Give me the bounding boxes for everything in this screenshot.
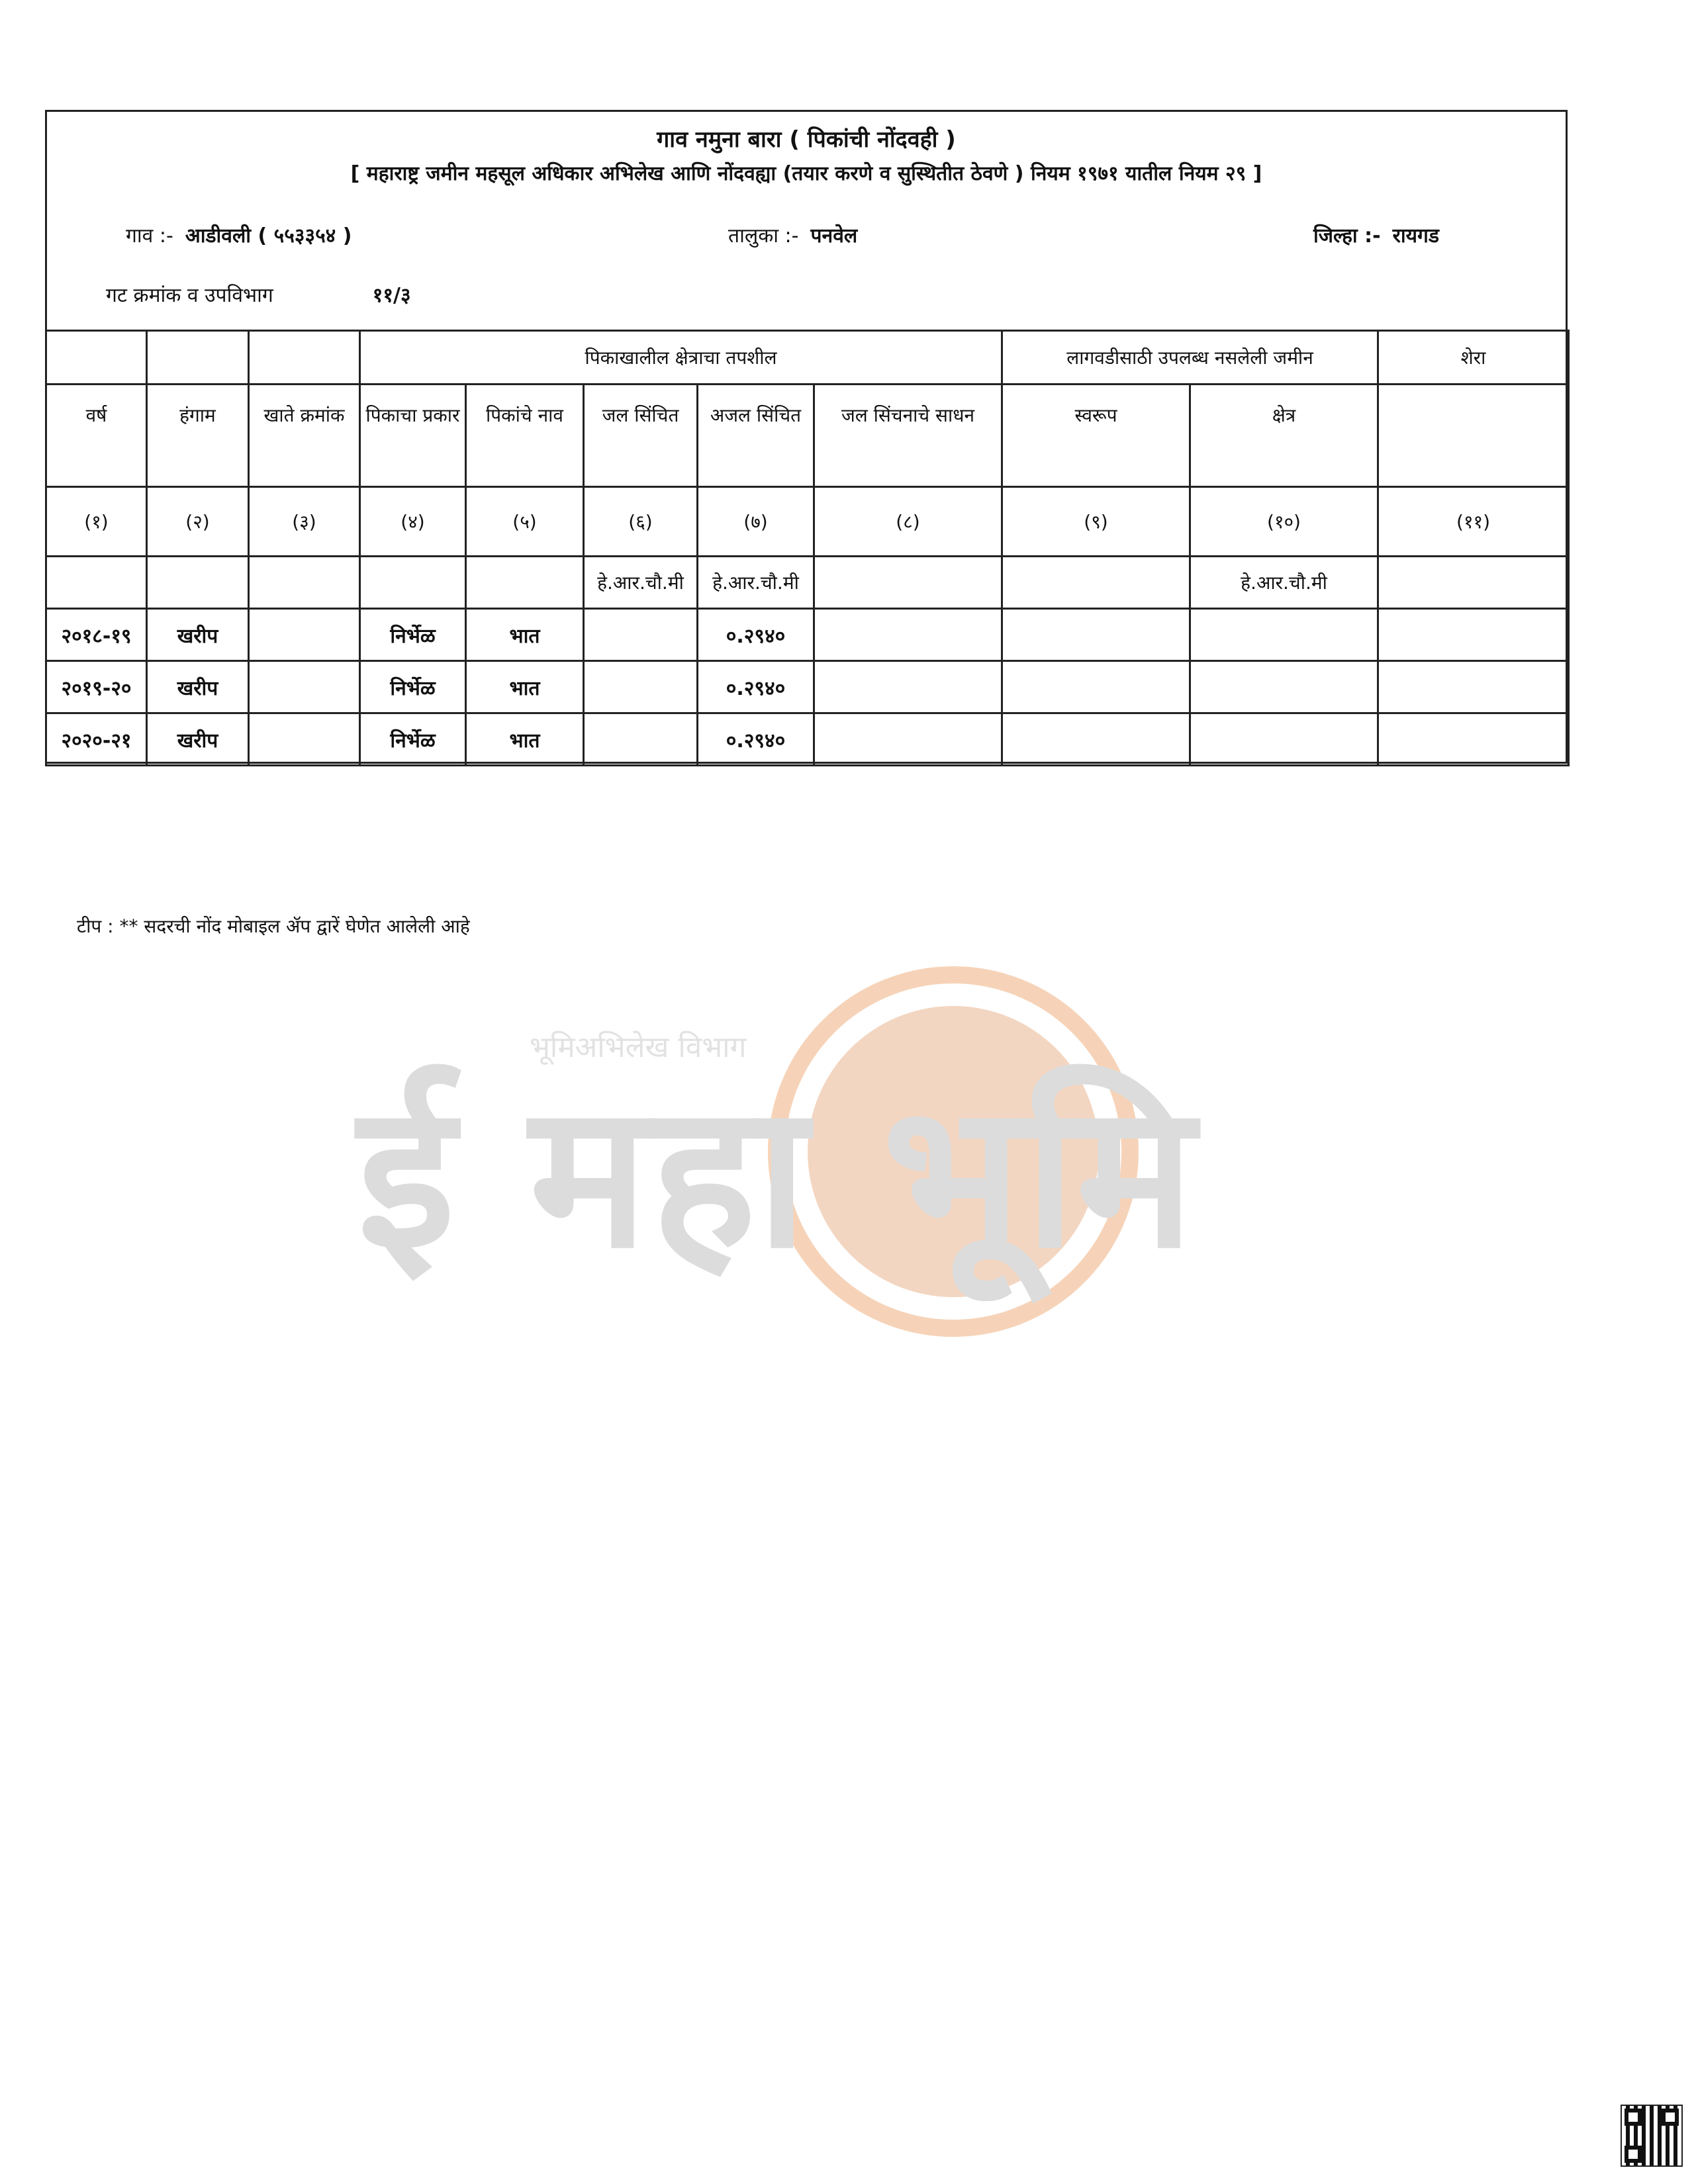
qr-finder-icon bbox=[1625, 2146, 1642, 2163]
col-account: खाते क्रमांक bbox=[249, 385, 360, 487]
col-irrigated: जल सिंचित bbox=[584, 385, 698, 487]
cell-crop-type: निर्भेळ bbox=[360, 713, 466, 766]
unit-row bbox=[46, 557, 1569, 609]
mahabhumi-watermark bbox=[344, 953, 1337, 1377]
village-info bbox=[126, 221, 352, 248]
column-header-row bbox=[46, 385, 1569, 487]
col-irrigation-source: जल सिंचनाचे साधन bbox=[814, 385, 1002, 487]
col-number: (२) bbox=[147, 487, 249, 557]
col-number: (८) bbox=[814, 487, 1002, 557]
cell-area bbox=[1190, 661, 1378, 713]
document-title: गाव नमुना बारा ( पिकांची नोंदवही ) bbox=[657, 126, 956, 153]
col-crop-name: पिकांचे नाव bbox=[466, 385, 584, 487]
unit-area: हे.आर.चौ.मी bbox=[1190, 557, 1378, 609]
col-number: (११) bbox=[1378, 487, 1569, 557]
table-row bbox=[46, 713, 1569, 766]
remarks-header: शेरा bbox=[1378, 331, 1569, 385]
cell-remarks bbox=[1378, 713, 1569, 766]
cell-irrigation-source bbox=[814, 609, 1002, 661]
taluka-value: पनवेल bbox=[810, 224, 858, 248]
cell-season: खरीप bbox=[147, 609, 249, 661]
col-number: (३) bbox=[249, 487, 360, 557]
village-label: गाव :- bbox=[126, 224, 173, 248]
village-value: आडीवली ( ५५३३५४ ) bbox=[185, 224, 352, 248]
qr-finder-icon bbox=[1662, 2109, 1679, 2126]
cell-irrigation-source bbox=[814, 713, 1002, 766]
cell-nature bbox=[1002, 713, 1190, 766]
table-row bbox=[46, 609, 1569, 661]
col-crop-type: पिकाचा प्रकार bbox=[360, 385, 466, 487]
cell-nature bbox=[1002, 609, 1190, 661]
cell-irrigated bbox=[584, 609, 698, 661]
cell-season: खरीप bbox=[147, 713, 249, 766]
col-season: हंगाम bbox=[147, 385, 249, 487]
district-value: रायगड bbox=[1392, 224, 1439, 248]
district-info bbox=[1313, 221, 1439, 248]
cell-crop-name: भात bbox=[466, 661, 584, 713]
cell-remarks bbox=[1378, 661, 1569, 713]
col-number: (४) bbox=[360, 487, 466, 557]
col-number: (५) bbox=[466, 487, 584, 557]
document-subtitle: [ महाराष्ट्र जमीन महसूल अधिकार अभिलेख आणि नोंदवह्या (तयार करणे व सुस्थितीत ठेवणे ) नियम १९७१ यातील नियम २९ ] bbox=[350, 162, 1262, 185]
cell-account bbox=[249, 609, 360, 661]
cell-year: २०२०-२१ bbox=[46, 713, 147, 766]
cell-irrigation-source bbox=[814, 661, 1002, 713]
cell-crop-name: भात bbox=[466, 609, 584, 661]
cell-area bbox=[1190, 609, 1378, 661]
uncultivable-group-header: लागवडीसाठी उपलब्ध नसलेली जमीन bbox=[1002, 331, 1378, 385]
cell-non-irrigated: ०.२९४० bbox=[698, 661, 814, 713]
cell-account bbox=[249, 661, 360, 713]
cell-area bbox=[1190, 713, 1378, 766]
cell-remarks bbox=[1378, 609, 1569, 661]
cell-crop-type: निर्भेळ bbox=[360, 609, 466, 661]
watermark-logo-text: ई महा भूमि bbox=[357, 1061, 1198, 1292]
table-row bbox=[46, 661, 1569, 713]
qr-code-icon bbox=[1621, 2105, 1683, 2167]
cell-non-irrigated: ०.२९४० bbox=[698, 609, 814, 661]
col-number: (६) bbox=[584, 487, 698, 557]
col-number: (१०) bbox=[1190, 487, 1378, 557]
group-header-row bbox=[46, 331, 1569, 385]
col-number: (९) bbox=[1002, 487, 1190, 557]
cell-irrigated bbox=[584, 661, 698, 713]
col-area: क्षेत्र bbox=[1190, 385, 1378, 487]
gat-label: गट क्रमांक व उपविभाग bbox=[106, 284, 273, 307]
cell-season: खरीप bbox=[147, 661, 249, 713]
cell-non-irrigated: ०.२९४० bbox=[698, 713, 814, 766]
col-year: वर्ष bbox=[46, 385, 147, 487]
col-nature: स्वरूप bbox=[1002, 385, 1190, 487]
cell-year: २०१८-१९ bbox=[46, 609, 147, 661]
gat-value: ११/३ bbox=[372, 284, 411, 307]
cell-crop-type: निर्भेळ bbox=[360, 661, 466, 713]
qr-finder-icon bbox=[1625, 2109, 1642, 2126]
cell-irrigated bbox=[584, 713, 698, 766]
crop-register-table bbox=[45, 330, 1570, 766]
col-non-irrigated: अजल सिंचित bbox=[698, 385, 814, 487]
column-number-row bbox=[46, 487, 1569, 557]
col-number: (१) bbox=[46, 487, 147, 557]
gat-info bbox=[106, 281, 411, 308]
unit-non-irrigated: हे.आर.चौ.मी bbox=[698, 557, 814, 609]
cell-nature bbox=[1002, 661, 1190, 713]
crop-area-group-header: पिकाखालील क्षेत्राचा तपशील bbox=[360, 331, 1002, 385]
footnote: टीप : ** सदरची नोंद मोबाइल ॲप द्वारें घेणेत आलेली आहे bbox=[77, 915, 470, 937]
cell-year: २०१९-२० bbox=[46, 661, 147, 713]
district-label: जिल्हा :- bbox=[1313, 224, 1381, 248]
col-number: (७) bbox=[698, 487, 814, 557]
cell-account bbox=[249, 713, 360, 766]
watermark-tagline: भूमिअभिलेख विभाग bbox=[530, 1030, 747, 1064]
taluka-info bbox=[728, 221, 857, 248]
taluka-label: तालुका :- bbox=[728, 224, 799, 248]
unit-irrigated: हे.आर.चौ.मी bbox=[584, 557, 698, 609]
cell-crop-name: भात bbox=[466, 713, 584, 766]
